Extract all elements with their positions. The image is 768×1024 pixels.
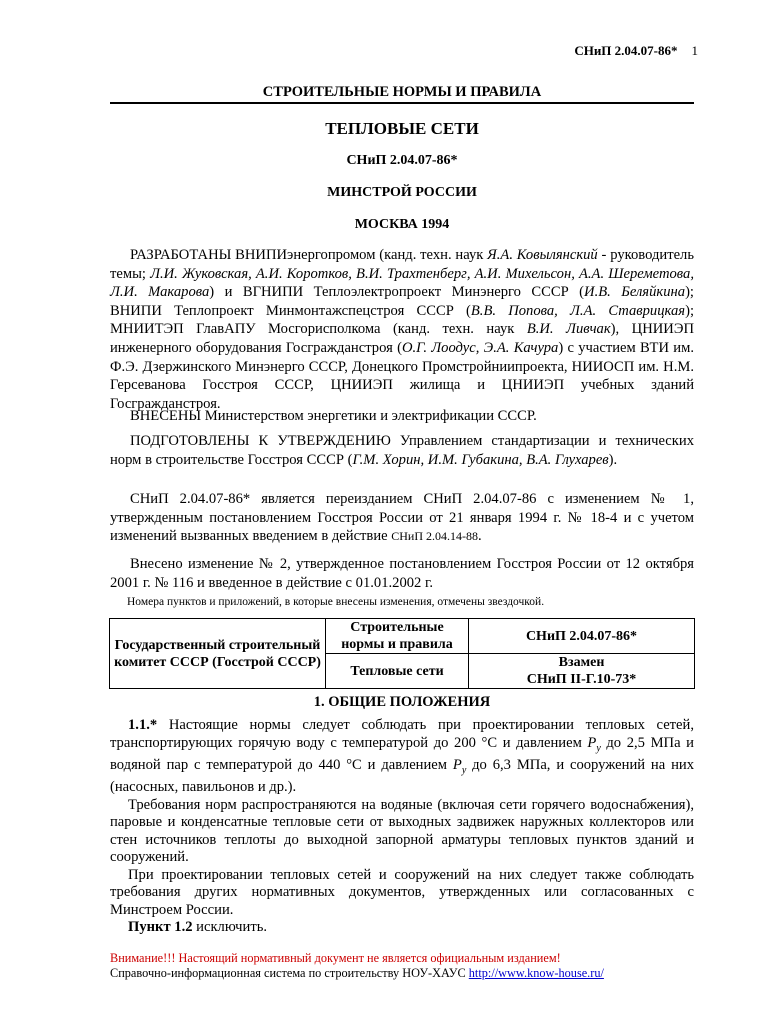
document-title: ТЕПЛОВЫЕ СЕТИ <box>325 119 479 138</box>
clause-1-1-scope: Требования норм распространяются на водяные (включая сети горячего водоснабжения), паровые и конденсатные тепловые сети от выходных задвижек наружных коллекторов или стен источников теплоты до выходной запорной арматуры тепловых пунктов зданий и сооружений. <box>110 796 694 866</box>
subject-cell: Тепловые сети <box>326 654 469 689</box>
replaces-label: Взамен <box>558 655 605 670</box>
ministry: МИНСТРОЙ РОССИИ <box>327 185 477 200</box>
committee-cell: Государственный строительный комитет СССР (Госстрой СССР) <box>110 619 326 689</box>
section-body <box>110 717 694 937</box>
developed-paragraph: РАЗРАБОТАНЫ ВНИПИэнергопромом (канд. техн. наук Я.А. Ковылянский - руководитель темы; Л.И. Жуковская, А.И. Коротков, В.И. Трахтенберг, А.И. Михельсон, А.А. Шереметова, Л.И. Макарова) и ВГНИПИ Теплоэлектропроект Минэнерго СССР (И.В. Беляйкина); ВНИПИ Теплопроект Минмонтажспецстроя СССР (В.В. Попова, Л.А. Ставрицкая); МНИИТЭП ГлавАПУ Мосгорисполкома (канд. техн. наук В.И. Ливчак), ЦНИИЭП инженерного оборудования Госгражданстроя (О.Г. Лоодус, Э.А. Качура) с участием ВТИ им. Ф.Э. Дзержинского Минэнерго СССР, Донецкого Промстройниипроекта, НИИОСП им. Н.М. Герсеванова Госстроя СССР, ЦНИИЭП жилища и ЦНИИЭП учебных зданий Госгражданстроя. <box>110 247 694 412</box>
category-cell: Строительные нормы и правила <box>326 619 469 654</box>
city-year: МОСКВА 1994 <box>354 217 450 232</box>
title-divider <box>110 102 694 104</box>
header-doc-code: СНиП 2.04.07-86* <box>574 43 678 58</box>
reissue-paragraph: СНиП 2.04.07-86* является переизданием СНиП 2.04.07-86 с изменением № 1, утвержденным постановлением Госстроя России от 21 января 1994 г. № 18-4 и с учетом изменений вызванных введением в действие СНиП 2.04.14-88. <box>110 491 694 545</box>
replaces-cell <box>469 654 695 689</box>
replaces-code: СНиП II-Г.10-73* <box>526 672 637 687</box>
section-heading: 1. ОБЩИЕ ПОЛОЖЕНИЯ <box>313 694 491 710</box>
footer-source: Справочно-информационная система по строительству НОУ-ХАУС http://www.know-house.ru/ <box>110 966 604 980</box>
doc-code-cell: СНиП 2.04.07-86* <box>469 619 695 654</box>
page-number: 1 <box>691 43 698 58</box>
page-footer <box>110 951 604 981</box>
clause-1-1-other-docs: При проектировании тепловых сетей и сооружений на них следует также соблюдать требования других нормативных документов, утвержденных или согласованных с Минстроем России. <box>110 866 694 918</box>
prepared-paragraph: ПОДГОТОВЛЕНЫ К УТВЕРЖДЕНИЮ Управлением стандартизации и технических норм в строительстве Госстроя СССР (Г.М. Хорин, И.М. Губакина, В.А. Глухарев). <box>110 433 694 468</box>
series-title: СТРОИТЕЛЬНЫЕ НОРМЫ И ПРАВИЛА <box>262 84 542 100</box>
document-code: СНиП 2.04.07-86* <box>346 153 458 168</box>
footer-link[interactable]: http://www.know-house.ru/ <box>468 966 604 980</box>
document-info-table <box>109 618 695 689</box>
footer-warning: Внимание!!! Настоящий нормативный документ не является официальным изданием! <box>110 951 561 965</box>
clause-1-2: Пункт 1.2 исключить. <box>128 919 268 936</box>
clause-1-1: 1.1.* Настоящие нормы следует соблюдать при проектировании тепловых сетей, транспортирующих горячую воду с температурой до 200 °С и давлением $P_y$ до 2,5 МПа и водяной пар с температурой до 440 °С и давлением $P_y$ до 6,3 МПа, и сооружений на них (насосных, павильонов и др.). <box>110 717 694 796</box>
introduced-paragraph: ВНЕСЕНЫ Министерством энергетики и электрификации СССР. <box>130 408 537 424</box>
page-header <box>574 43 698 59</box>
amendment-paragraph: Внесено изменение № 2, утвержденное постановлением Госстроя России от 12 октября 2001 г. № 116 и введенное в действие с 01.01.2002 г. <box>110 556 694 591</box>
asterisk-note: Номера пунктов и приложений, в которые внесены изменения, отмечены звездочкой. <box>127 596 545 608</box>
